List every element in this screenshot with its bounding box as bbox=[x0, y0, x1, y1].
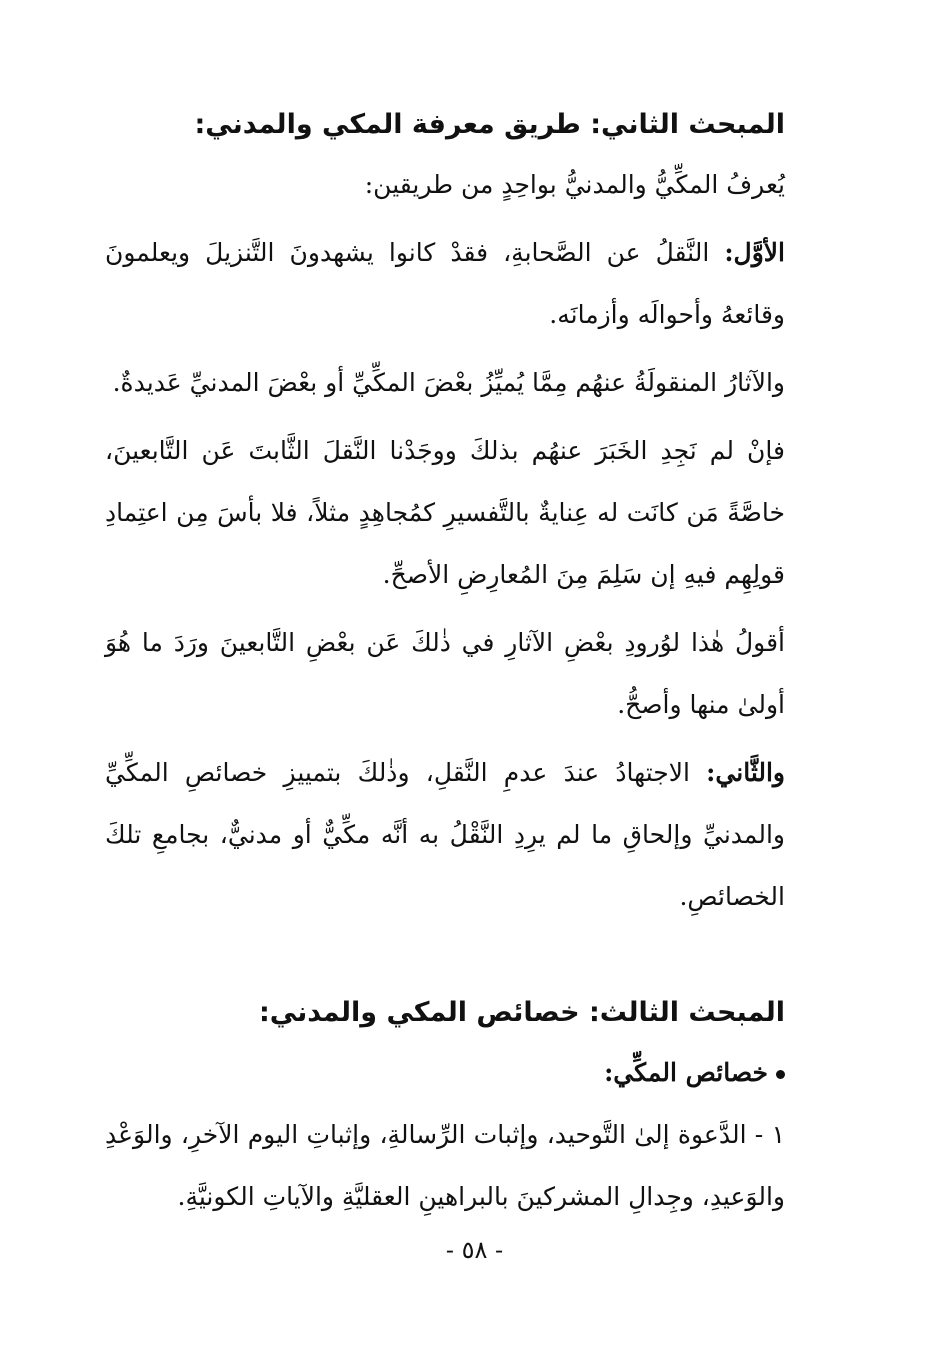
second-method-text: الاجتهادُ عندَ عدمِ النَّقلِ، وذٰلكَ بتمييزِ خصائصِ المكِّيِّ والمدنيِّ وإلحاقِ ما لم يرِدِ النَّقْلُ به أنَّه مكِّيٌّ أو مدنيٌّ، بجامعِ تلكَ الخصائصِ. bbox=[105, 758, 785, 911]
section-heading-third: المبحث الثالث: خصائص المكي والمدني: bbox=[258, 997, 785, 1028]
bullet-heading bbox=[105, 1042, 785, 1104]
first-method-lead: الأوَّل: bbox=[724, 238, 785, 267]
intro-paragraph: يُعرفُ المكِّيُّ والمدنيُّ بواحِدٍ من طريقين: bbox=[364, 170, 785, 199]
section-heading-second: المبحث الثاني: طريق معرفة المكي والمدني: bbox=[194, 109, 785, 140]
narrations-paragraph: والآثارُ المنقولَةُ عنهُم مِمَّا يُميِّزُ بعْضَ المكِّيِّ أو بعْضَ المدنيِّ عَديدةٌ. bbox=[112, 368, 785, 397]
second-method-paragraph bbox=[105, 742, 785, 928]
first-method-paragraph bbox=[105, 222, 785, 346]
page-content bbox=[105, 96, 785, 1234]
first-method-text: النَّقلُ عن الصَّحابةِ، فقدْ كانوا يشهدونَ التَّنزيلَ ويعلمونَ وقائعهُ وأحوالَه وأزمانَه. bbox=[105, 238, 785, 329]
note-paragraph: أقولُ هٰذا لوُرودِ بعْضِ الآثارِ في ذٰلكَ عَن بعْضِ التَّابعينَ ورَدَ ما هُوَ أولىٰ منها وأصحُّ. bbox=[105, 628, 785, 719]
tabieen-paragraph: فإنْ لم نَجِدِ الخَبَرَ عنهُم بذلكَ ووجَدْنا النَّقلَ الثَّابتَ عَن التَّابعينَ، خاصَّةً مَن كانَت له عِنايةٌ بالتَّفسيرِ كمُجاهِدٍ مثلاً، فلا بأسَ مِن اعتِمادِ قولِهِم فيهِ إن سَلِمَ مِنَ المُعارِضِ الأصحِّ. bbox=[105, 436, 785, 589]
section-gap bbox=[105, 934, 785, 984]
page-number: - ٥٨ - bbox=[445, 1236, 504, 1264]
list-item-1: ١ - الدَّعوة إلىٰ التَّوحيد، وإثبات الرِّسالةِ، وإثباتِ اليوم الآخرِ، والوَعْدِ والوَعيدِ، وجِدالِ المشركينَ بالبراهينِ العقليَّةِ والآياتِ الكونيَّةِ. bbox=[105, 1120, 785, 1211]
bullet-dot-icon bbox=[776, 1070, 785, 1079]
bullet-label: خصائص المكِّي: bbox=[604, 1058, 768, 1087]
second-method-lead: والثَّاني: bbox=[706, 758, 785, 787]
